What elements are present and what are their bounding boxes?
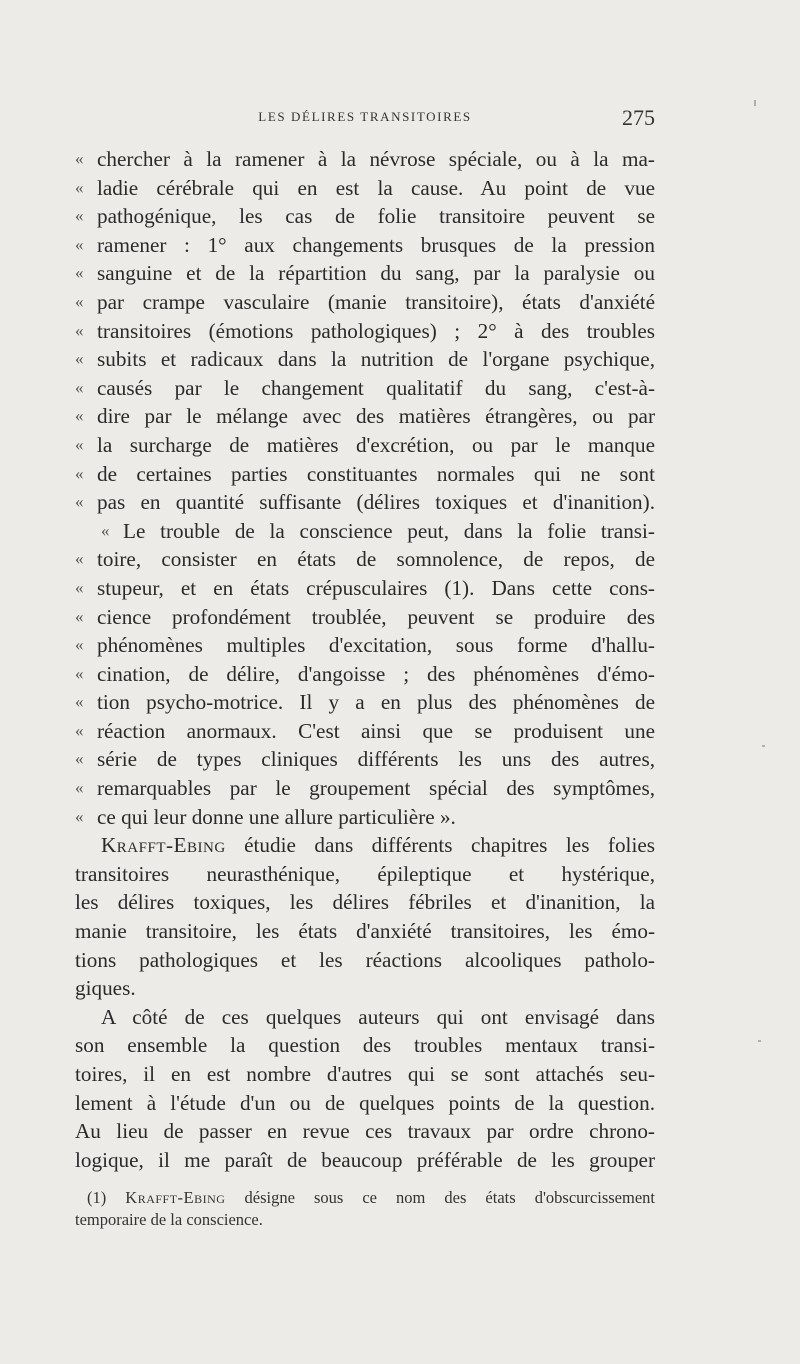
text-line: « stupeur, et en états crépusculaires (1). Dans cette cons-	[75, 574, 655, 603]
text-line: « phénomènes multiples d'excitation, sous forme d'hallu-	[75, 631, 655, 660]
quote-mark: «	[75, 749, 84, 769]
quote-mark: «	[75, 549, 84, 569]
quote-mark: «	[75, 434, 84, 454]
quote-mark: «	[75, 149, 84, 168]
quote-mark: «	[75, 463, 84, 483]
quote-mark: «	[75, 692, 84, 712]
text-line: « tion psycho-motrice. Il y a en plus des phénomènes de	[75, 688, 655, 717]
quote-mark: «	[75, 606, 84, 626]
text-line: giques.	[75, 976, 136, 1001]
text-line: toires, il en est nombre d'autres qui se sont attachés seu-	[75, 1062, 655, 1086]
text-line: « réaction anormaux. C'est ainsi que se produisent une	[75, 717, 655, 746]
quote-mark: «	[75, 177, 84, 197]
quote-mark: «	[75, 320, 84, 340]
text-line: les délires toxiques, les délires fébriles et d'inanition, la	[75, 890, 655, 915]
text-line: Au lieu de passer en revue ces travaux par ordre chrono-	[75, 1119, 655, 1144]
running-head	[75, 105, 655, 129]
footnote	[75, 1187, 655, 1231]
text-line: logique, il me paraît de beaucoup préférable de les grouper	[75, 1147, 655, 1172]
text-line: « de certaines parties constituantes normales qui ne sont	[75, 460, 655, 489]
text-line: « Le trouble de la conscience peut, dans la folie transi-	[75, 517, 655, 546]
running-title: LES DÉLIRES TRANSITOIRES	[258, 109, 472, 124]
quote-mark: «	[75, 806, 84, 826]
text-line: « ce qui leur donne une allure particulière ».	[75, 803, 655, 832]
footnote-marker: (1)	[87, 1188, 107, 1207]
text-line: transitoires neurasthénique, épileptique et hystérique,	[75, 861, 655, 886]
text-line: « chercher à la ramener à la névrose spéciale, ou à la ma-	[75, 145, 655, 174]
footnote-author: Krafft-Ebing	[125, 1188, 226, 1207]
quote-mark: «	[75, 377, 84, 397]
text-line: « pathogénique, les cas de folie transitoire peuvent se	[75, 202, 655, 231]
text-line: « pas en quantité suffisante (délires toxiques et d'inanition).	[75, 488, 655, 517]
quote-mark: «	[101, 520, 110, 540]
paper-speck	[754, 100, 756, 106]
text-line: « cination, de délire, d'angoisse ; des phénomènes d'émo-	[75, 660, 655, 689]
text-line: « la surcharge de matières d'excrétion, ou par le manque	[75, 431, 655, 460]
text-line: son ensemble la question des troubles mentaux transi-	[75, 1033, 655, 1058]
text-line: lement à l'étude d'un ou de quelques points de la question.	[75, 1090, 655, 1115]
paper-speck	[758, 1040, 761, 1042]
quote-mark: «	[75, 635, 84, 655]
text-line: tions pathologiques et les réactions alcooliques patholo-	[75, 947, 655, 972]
quote-mark: «	[75, 406, 84, 426]
quote-mark: «	[75, 492, 84, 512]
text-line: « ladie cérébrale qui en est la cause. Au point de vue	[75, 174, 655, 203]
quote-mark: «	[75, 349, 84, 369]
quote-mark: «	[75, 778, 84, 798]
text-line: A côté de ces quelques auteurs qui ont envisagé dans	[101, 1004, 655, 1029]
text-line: manie transitoire, les états d'anxiété transitoires, les émo-	[75, 919, 655, 944]
text-line: Krafft-Ebing étudie dans différents chapitres les folies	[101, 833, 655, 858]
quote-mark: «	[75, 291, 84, 311]
text-line: « causés par le changement qualitatif du sang, c'est-à-	[75, 374, 655, 403]
footnote-line: temporaire de la conscience.	[75, 1210, 263, 1229]
text-line: « subits et radicaux dans la nutrition de l'organe psychique,	[75, 345, 655, 374]
quote-mark: «	[75, 577, 84, 597]
quote-mark: «	[75, 663, 84, 683]
page-number: 275	[622, 105, 655, 130]
text-line: « série de types cliniques différents les uns des autres,	[75, 745, 655, 774]
quote-mark: «	[75, 263, 84, 283]
quote-mark: «	[75, 234, 84, 254]
body-text	[75, 145, 655, 1174]
text-line: « remarquables par le groupement spécial des symptômes,	[75, 774, 655, 803]
quote-mark: «	[75, 720, 84, 740]
text-line: « par crampe vasculaire (manie transitoire), états d'anxiété	[75, 288, 655, 317]
text-line: « sanguine et de la répartition du sang, par la paralysie ou	[75, 259, 655, 288]
text-line: « ramener : 1° aux changements brusques de la pression	[75, 231, 655, 260]
text-line: « dire par le mélange avec des matières étrangères, ou par	[75, 402, 655, 431]
quote-mark: «	[75, 206, 84, 226]
footnote-line: (1) Krafft-Ebing désigne sous ce nom des états d'obscurcissement	[87, 1188, 655, 1207]
paper-speck	[762, 745, 765, 747]
text-line: « toire, consister en états de somnolence, de repos, de	[75, 545, 655, 574]
author-name: Krafft-Ebing	[101, 833, 226, 858]
text-line: « cience profondément troublée, peuvent se produire des	[75, 603, 655, 632]
text-line: « transitoires (émotions pathologiques) ; 2° à des troubles	[75, 317, 655, 346]
